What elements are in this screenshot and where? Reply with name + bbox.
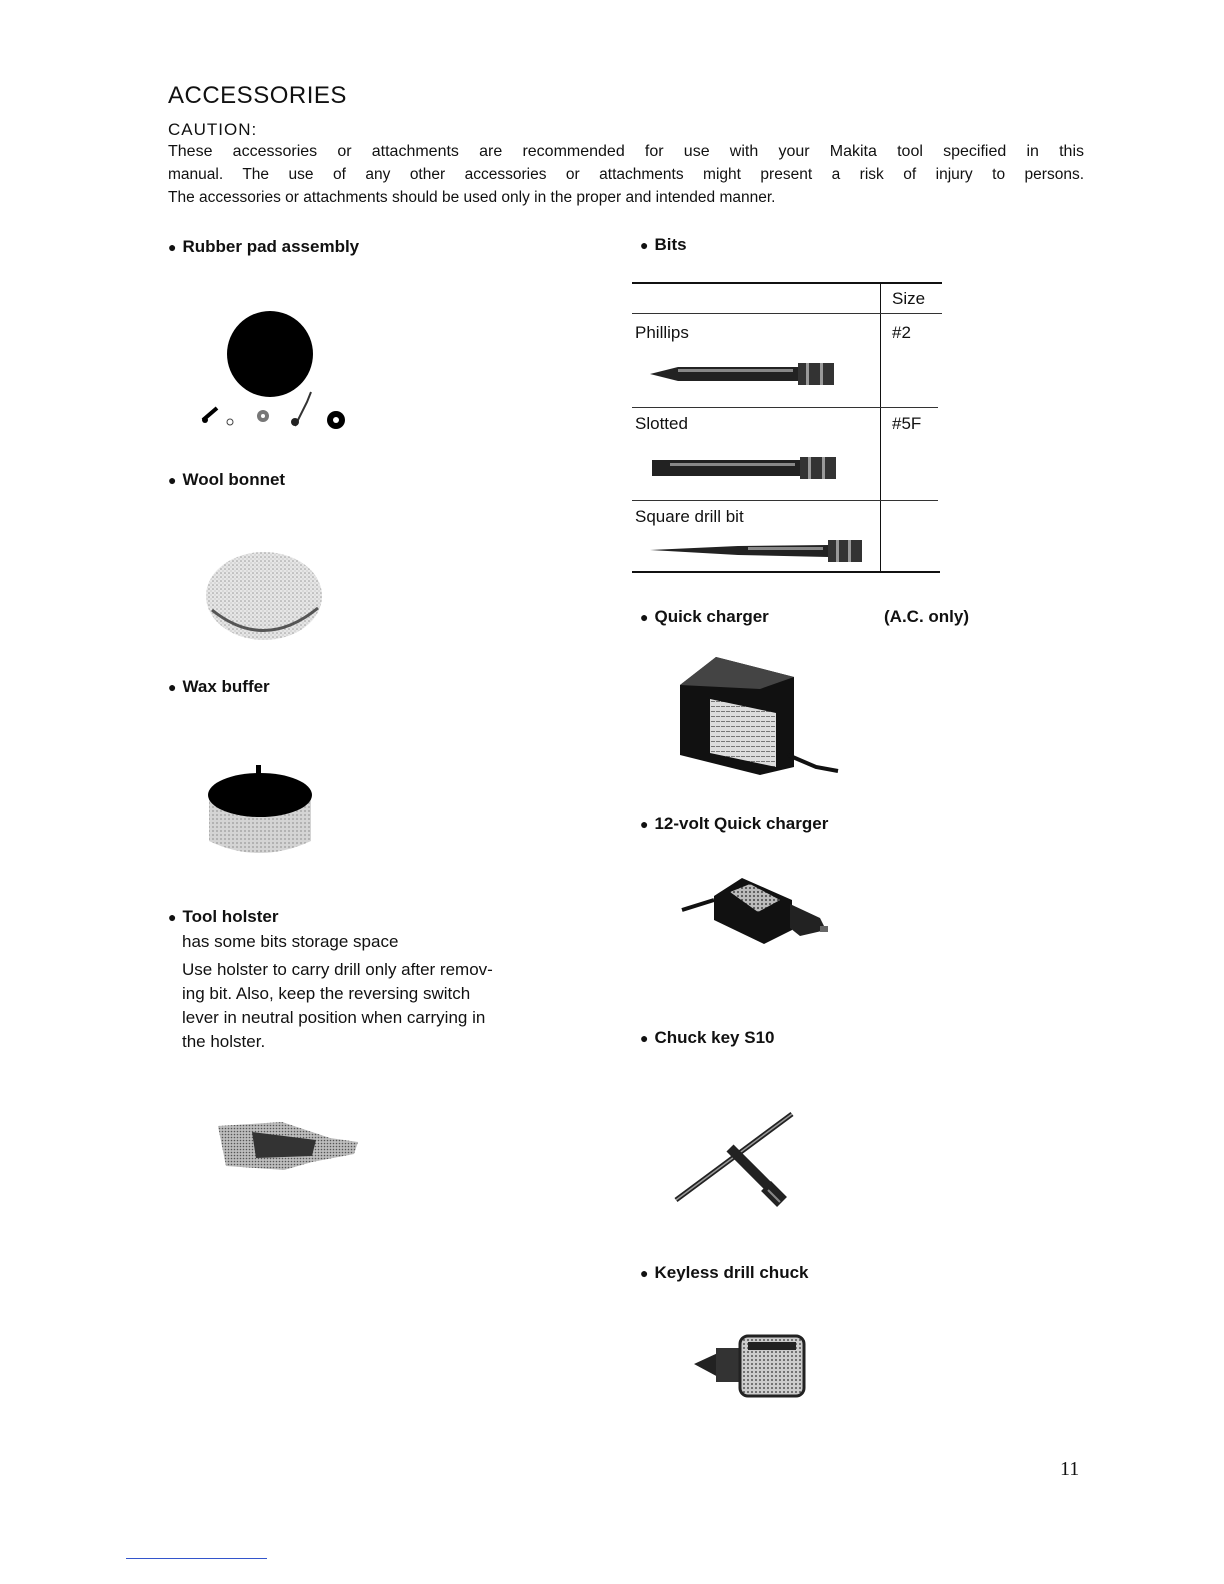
phillips-bit-image bbox=[648, 360, 838, 388]
bullet-icon: ● bbox=[168, 679, 177, 695]
caution-text bbox=[168, 140, 1084, 209]
rubber-pad-image bbox=[195, 310, 355, 435]
bits-table bbox=[632, 282, 942, 574]
12v-charger-image bbox=[680, 870, 840, 950]
caution-line: The accessories or attachments should be used only in the proper and intended manner. bbox=[168, 189, 776, 206]
keyless-chuck-heading: ● Keyless drill chuck bbox=[640, 1263, 809, 1282]
bullet-icon: ● bbox=[168, 239, 177, 255]
bullet-icon: ● bbox=[640, 609, 649, 625]
quick-charger-note: (A.C. only) bbox=[884, 607, 969, 626]
bullet-icon: ● bbox=[640, 1265, 649, 1281]
page-number: 11 bbox=[1060, 1458, 1080, 1480]
12v-charger-heading: ● 12-volt Quick charger bbox=[640, 814, 829, 833]
size-header: Size bbox=[892, 289, 926, 308]
holster-description bbox=[182, 930, 602, 1054]
tool-holster-image bbox=[212, 1118, 362, 1178]
bit-name-phillips: Phillips bbox=[635, 323, 689, 342]
bit-name-slotted: Slotted bbox=[635, 414, 688, 433]
bit-size-phillips: #2 bbox=[892, 323, 911, 342]
caution-line: These accessories or attachments are recommended for use with your Makita tool specified in this bbox=[168, 143, 1084, 160]
bullet-icon: ● bbox=[168, 909, 177, 925]
table-divider bbox=[632, 500, 938, 501]
holster-line: ing bit. Also, keep the reversing switch bbox=[182, 984, 471, 1003]
chuck-key-image bbox=[670, 1108, 800, 1208]
rubber-pad-heading: ● Rubber pad assembly bbox=[168, 237, 360, 256]
table-divider bbox=[632, 407, 938, 408]
holster-line: lever in neutral position when carrying in bbox=[182, 1008, 486, 1027]
caution-label: CAUTION: bbox=[168, 120, 258, 139]
page-title: ACCESSORIES bbox=[168, 82, 347, 109]
table-border bbox=[632, 282, 942, 284]
bits-heading: ● Bits bbox=[640, 235, 687, 254]
wax-buffer-heading: ● Wax buffer bbox=[168, 677, 270, 696]
slotted-bit-image bbox=[650, 454, 840, 482]
footer-rule bbox=[126, 1558, 267, 1559]
bullet-icon: ● bbox=[168, 472, 177, 488]
table-border bbox=[632, 571, 940, 573]
quick-charger-image bbox=[676, 655, 841, 780]
bit-size-slotted: #5F bbox=[892, 414, 922, 433]
keyless-chuck-image bbox=[690, 1330, 810, 1400]
square-drill-bit-image bbox=[648, 537, 868, 565]
bullet-icon: ● bbox=[640, 1030, 649, 1046]
holster-line: Use holster to carry drill only after remov- bbox=[182, 960, 493, 979]
quick-charger-heading: ● Quick charger bbox=[640, 607, 769, 626]
holster-note: has some bits storage space bbox=[182, 932, 399, 951]
bit-name-square: Square drill bit bbox=[635, 507, 744, 526]
tool-holster-heading: ● Tool holster bbox=[168, 907, 279, 926]
wax-buffer-image bbox=[195, 765, 325, 860]
table-divider bbox=[632, 313, 942, 314]
wool-bonnet-heading: ● Wool bonnet bbox=[168, 470, 286, 489]
bullet-icon: ● bbox=[640, 816, 649, 832]
wool-bonnet-image bbox=[200, 548, 330, 648]
table-border bbox=[880, 282, 881, 573]
bullet-icon: ● bbox=[640, 237, 649, 253]
chuck-key-heading: ● Chuck key S10 bbox=[640, 1028, 775, 1047]
holster-line: the holster. bbox=[182, 1032, 266, 1051]
caution-line: manual. The use of any other accessories or attachments might present a risk of injury to persons. bbox=[168, 166, 1084, 183]
